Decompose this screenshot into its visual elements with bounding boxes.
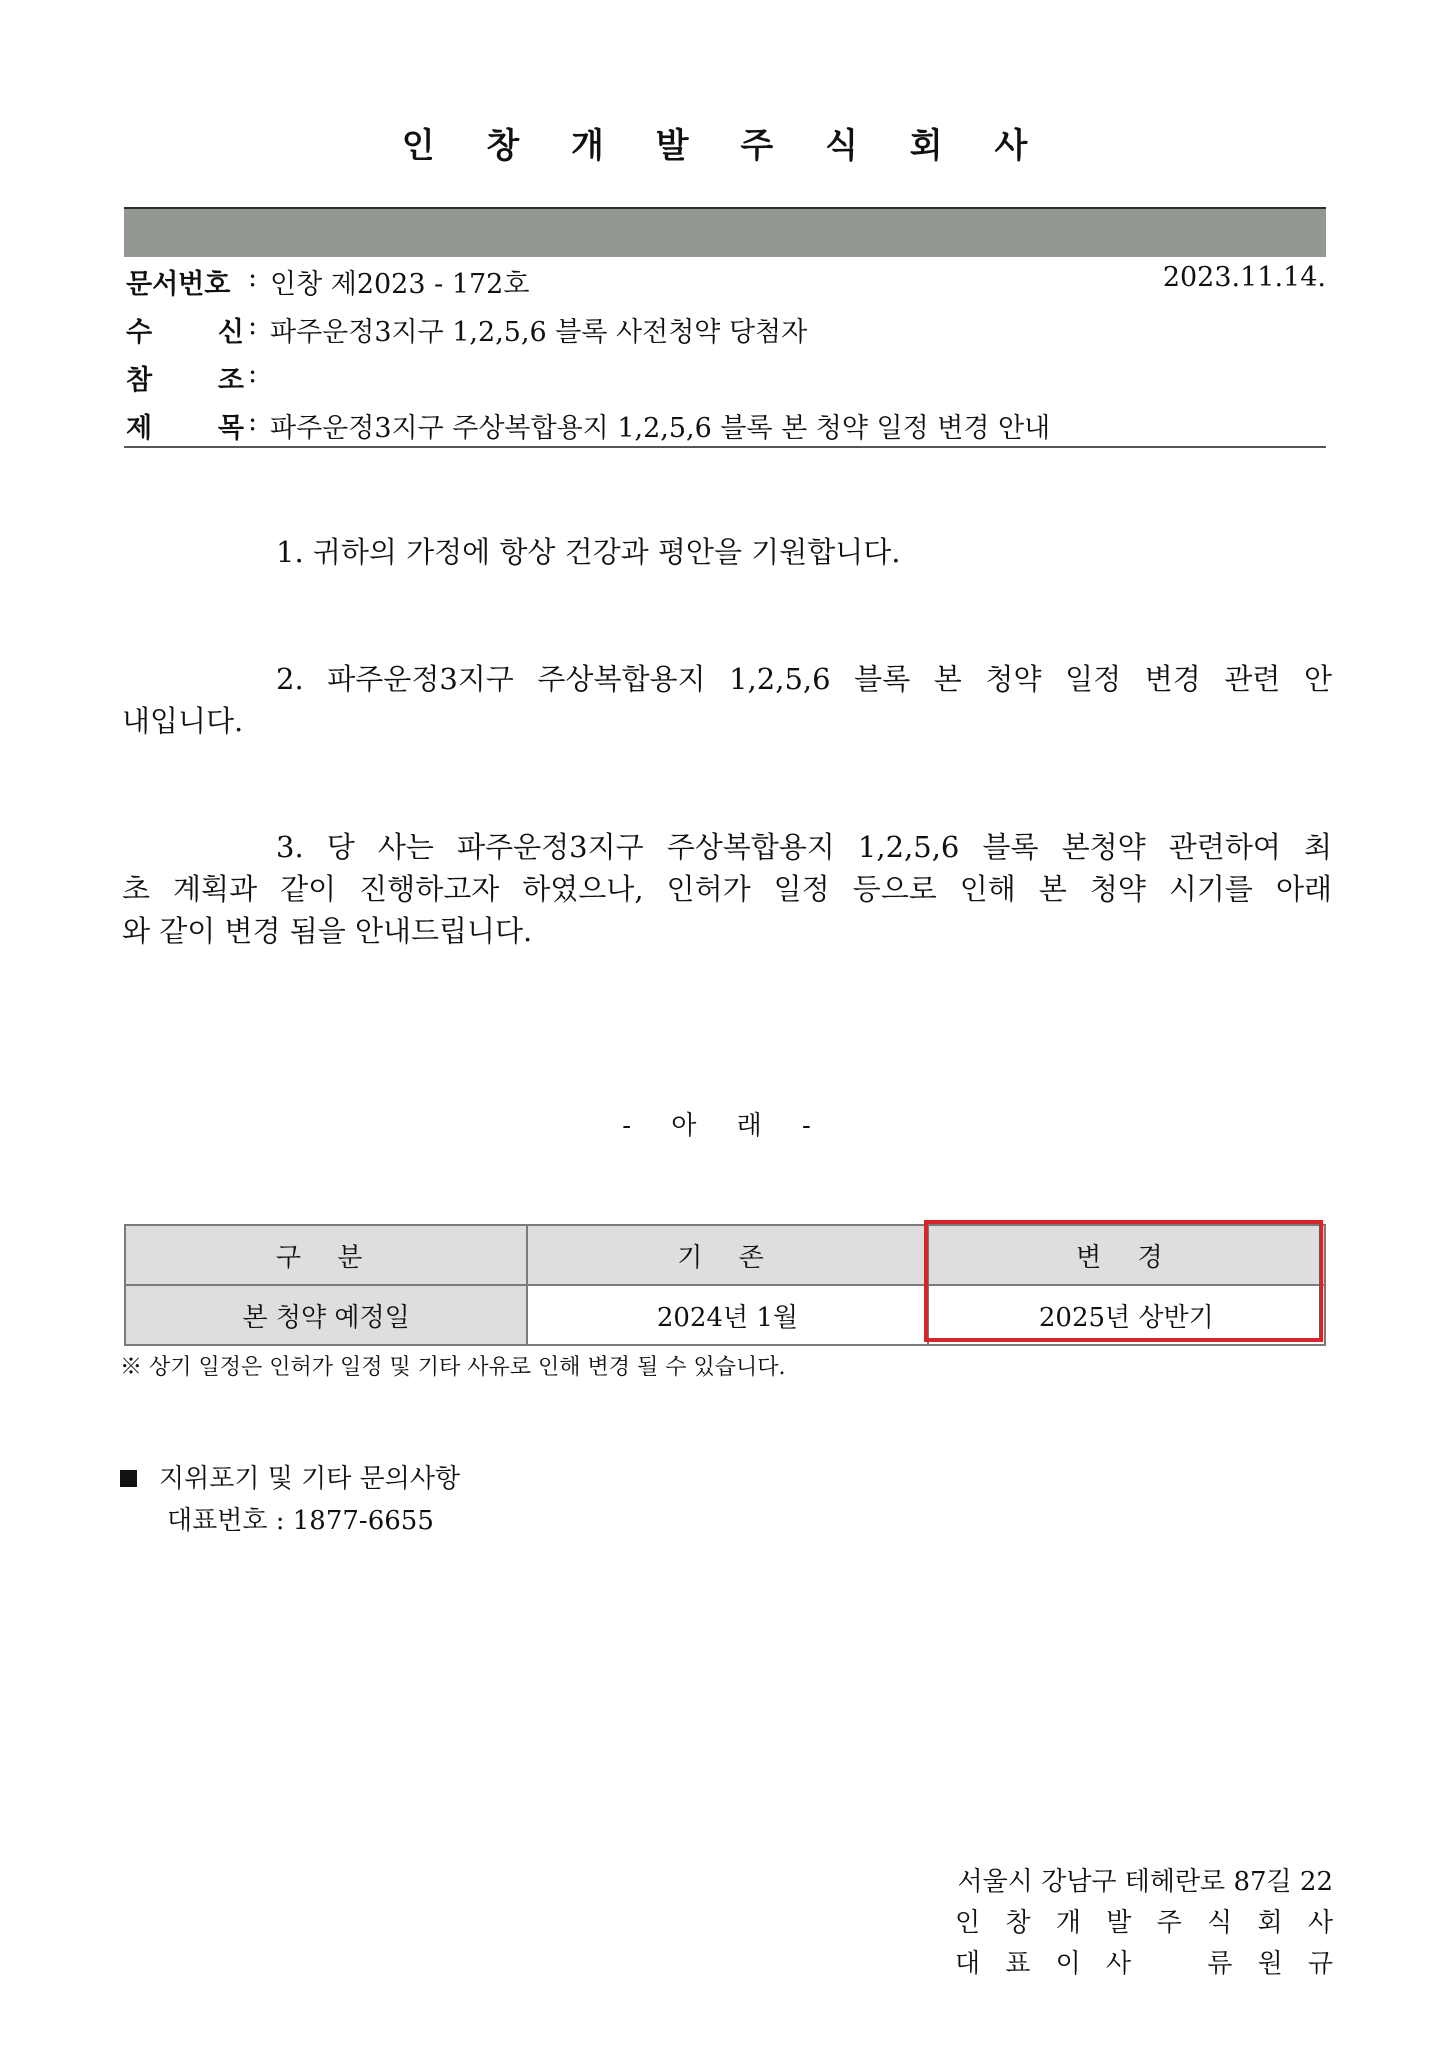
meta-recipient-row [126,310,1326,350]
doc-number: 인창 제2023 - 172호 [270,269,530,300]
table-header-category: 구 분 [125,1225,527,1285]
header-bar [124,207,1326,257]
recipient-label-char: 수 [126,317,153,348]
contact-phone: 대표번호 : 1877-6655 [167,1506,434,1536]
subject: 파주운정3지구 주상복합용지 1,2,5,6 블록 본 청약 일정 변경 안내 [270,413,1051,444]
company-title: 인 창 개 발 주 식 회 사 [401,126,1048,166]
footer-ceo-char [1156,1943,1182,1980]
reference-label-char: 조 [217,365,244,396]
footer-company-name [955,1902,1333,1939]
contact-title-text: 지위포기 및 기타 문의사항 [159,1464,461,1494]
footer-company-char: 발 [1106,1908,1132,1938]
doc-date: 2023.11.14. [1162,262,1326,293]
recipient-label [126,310,244,349]
doc-number-label: 문서번호 [126,269,231,300]
square-bullet-icon [120,1470,137,1487]
paragraph-3 [122,826,1332,952]
paragraph-line: 와 같이 변경 됨을 안내드립니다. [122,914,533,948]
paragraph-line: 1. 귀하의 가정에 항상 건강과 평안을 기원합니다. [276,535,901,569]
paragraph-line: 3. 당 사는 파주운정3지구 주상복합용지 1,2,5,6 블록 본청약 관련하여 최 [276,830,1332,864]
table-cell-category: 본 청약 예정일 [125,1285,527,1345]
ara-heading: - 아 래 - [622,1111,827,1141]
paragraph-1 [122,531,1332,573]
colon: : [248,310,258,341]
footer-company-char: 주 [1156,1908,1182,1938]
colon: : [248,406,258,437]
footer-ceo-char: 원 [1257,1949,1283,1979]
footer-company-char: 인 [955,1908,981,1938]
table-header-after: 변 경 [928,1225,1325,1285]
footer-ceo [955,1943,1333,1980]
footer-company-char: 창 [1005,1908,1031,1938]
meta-divider [124,446,1326,448]
footer-ceo-char: 대 [955,1949,981,1979]
footer-company-char: 식 [1207,1908,1233,1938]
footer-ceo-char: 이 [1055,1949,1081,1979]
meta-reference-row [126,358,1326,398]
paragraph-2 [122,658,1332,742]
subject-label-char: 목 [217,413,244,444]
table-cell-after: 2025년 상반기 [928,1285,1325,1345]
footer-ceo-char: 사 [1105,1949,1131,1979]
contact-title [120,1458,460,1495]
recipient-label-char: 신 [217,317,244,348]
recipient: 파주운정3지구 1,2,5,6 블록 사전청약 당첨자 [270,317,808,348]
subject-label [126,406,244,445]
footer-address: 서울시 강남구 테헤란로 87길 22 [957,1867,1333,1897]
paragraph-line: 2. 파주운정3지구 주상복합용지 1,2,5,6 블록 본 청약 일정 변경 관련 안 [276,662,1332,696]
colon: : [248,358,258,389]
footer-ceo-char: 류 [1207,1949,1233,1979]
table-header-before: 기 존 [527,1225,927,1285]
footer-ceo-char: 표 [1005,1949,1031,1979]
colon: : [248,262,258,293]
footer-company-char: 개 [1055,1908,1081,1938]
meta-doc-number-row [126,262,1326,302]
footer-company-char: 회 [1257,1908,1283,1938]
subject-label-char: 제 [126,413,153,444]
meta-subject-row [126,406,1326,446]
table-note: ※ 상기 일정은 인허가 일정 및 기타 사유로 인해 변경 될 수 있습니다. [120,1355,786,1380]
footer-company-char: 사 [1307,1908,1333,1938]
table-cell-before: 2024년 1월 [527,1285,927,1345]
paragraph-line: 초 계획과 같이 진행하고자 하였으나, 인허가 일정 등으로 인해 본 청약 시기를 아래 [122,872,1332,906]
reference-label-char: 참 [126,365,153,396]
footer-ceo-char: 규 [1307,1949,1333,1979]
reference-label [126,358,244,397]
paragraph-line: 내입니다. [122,704,244,738]
highlight-box [924,1220,1323,1342]
